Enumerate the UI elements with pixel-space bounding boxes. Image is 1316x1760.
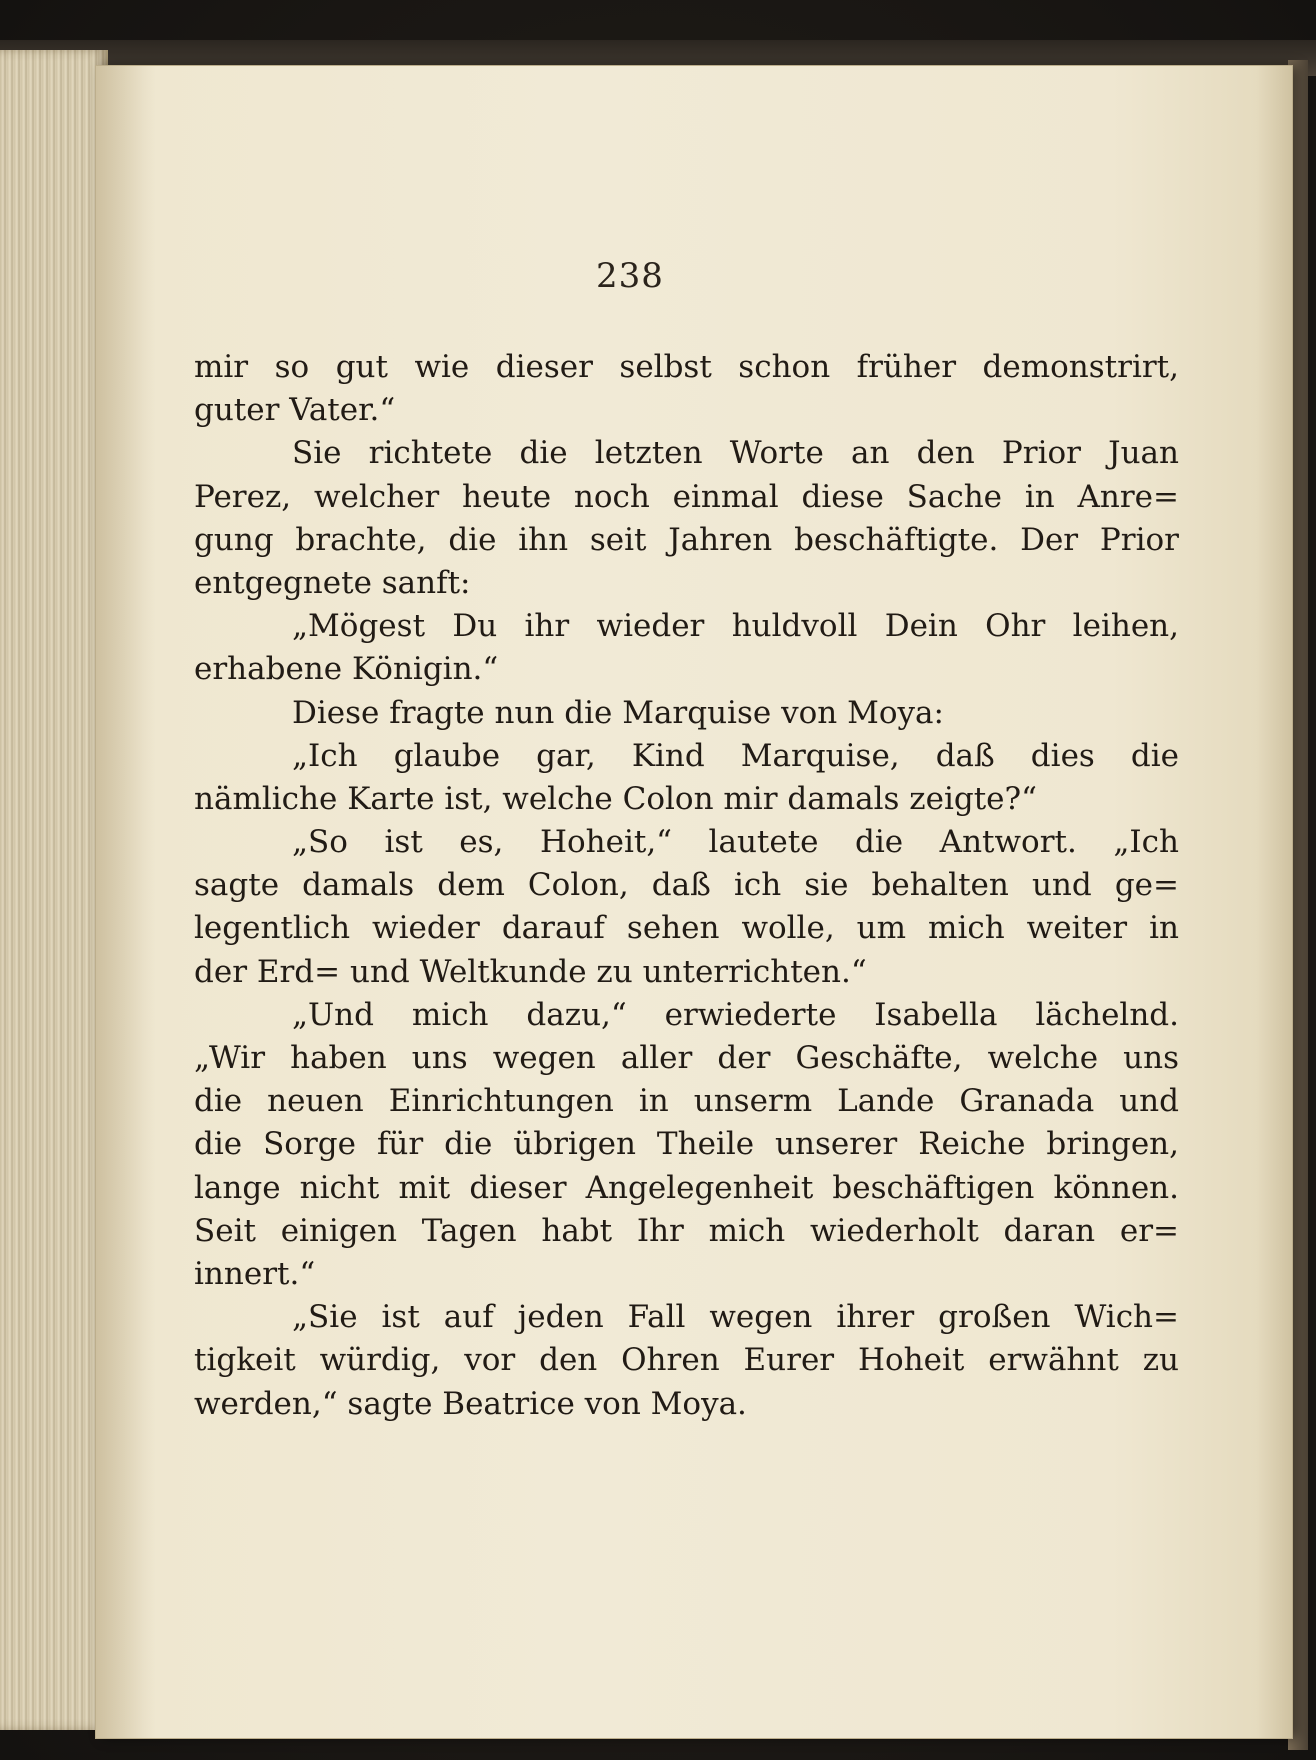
text-line: Perez, welcher heute noch einmal diese Sache in Anre= bbox=[194, 478, 1179, 515]
text-line: „Und mich dazu,“ erwiederte Isabella lächelnd. bbox=[292, 996, 1179, 1033]
page-number-text: 238 bbox=[596, 256, 664, 296]
text-line: „Mögest Du ihr wieder huldvoll Dein Ohr leihen, bbox=[292, 608, 1179, 645]
page-stack-left bbox=[0, 50, 108, 1730]
text-line: erhabene Königin.“ bbox=[194, 651, 499, 688]
text-line: Seit einigen Tagen habt Ihr mich wiederholt daran er= bbox=[194, 1212, 1179, 1249]
text-line: gung brachte, die ihn seit Jahren beschäftigte. Der Prior bbox=[194, 521, 1179, 558]
text-line: die Sorge für die übrigen Theile unserer Reiche bringen, bbox=[194, 1126, 1179, 1163]
text-line: guter Vater.“ bbox=[194, 392, 396, 429]
text-line: lange nicht mit dieser Angelegenheit beschäftigen können. bbox=[194, 1169, 1179, 1206]
text-line: Sie richtete die letzten Worte an den Prior Juan bbox=[292, 435, 1179, 472]
text-line: Diese fragte nun die Marquise von Moya: bbox=[292, 694, 944, 731]
text-line: innert.“ bbox=[194, 1255, 316, 1292]
text-line: mir so gut wie dieser selbst schon früher demonstrirt, bbox=[194, 349, 1179, 385]
text-line: legentlich wieder darauf sehen wolle, um mich weiter in bbox=[194, 910, 1179, 947]
text-line: nämliche Karte ist, welche Colon mir damals zeigte?“ bbox=[194, 780, 1037, 817]
body-text bbox=[194, 346, 1179, 1426]
text-line: tigkeit würdig, vor den Ohren Eurer Hoheit erwähnt zu bbox=[194, 1342, 1179, 1379]
text-line: „Ich glaube gar, Kind Marquise, daß dies die bbox=[292, 737, 1179, 774]
text-line: sagte damals dem Colon, daß ich sie behalten und ge= bbox=[194, 867, 1179, 904]
text-line: entgegnete sanft: bbox=[194, 564, 471, 601]
text-line: „So ist es, Hoheit,“ lautete die Antwort. „Ich bbox=[292, 824, 1179, 861]
spine-shadow bbox=[96, 66, 156, 1738]
text-line: der Erd= und Weltkunde zu unterrichten.“ bbox=[194, 953, 867, 990]
text-line: „Sie ist auf jeden Fall wegen ihrer großen Wich= bbox=[292, 1299, 1179, 1336]
text-line: „Wir haben uns wegen aller der Geschäfte, welche uns bbox=[194, 1040, 1179, 1076]
text-line: die neuen Einrichtungen in unserm Lande Granada und bbox=[194, 1083, 1179, 1120]
text-line: werden,“ sagte Beatrice von Moya. bbox=[194, 1385, 747, 1422]
